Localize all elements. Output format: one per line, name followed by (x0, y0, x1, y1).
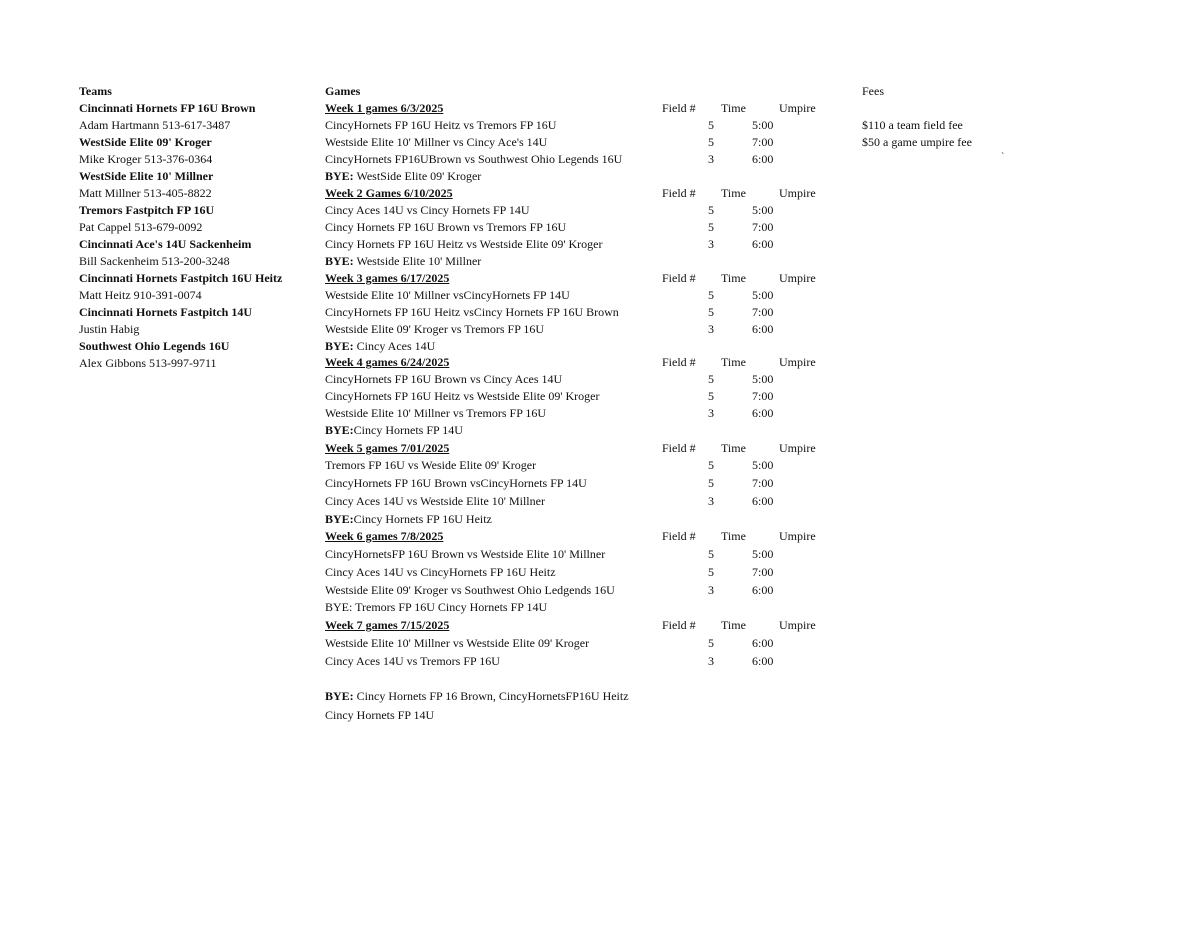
week-title: Week 3 games 6/17/2025 (325, 271, 450, 285)
game-matchup: Westside Elite 10' Millner vs Cincy Ace's 14U (325, 135, 548, 149)
game-time: 7:00 (752, 476, 774, 490)
bye-label: BYE: (325, 423, 354, 437)
game-matchup: Cincy Aces 14U vs Cincy Hornets FP 14U (325, 203, 530, 217)
bye-text: Cincy Hornets FP 16 Brown, CincyHornetsFP16U Heitz (353, 689, 629, 703)
team-contact: Mike Kroger 513-376-0364 (79, 152, 213, 166)
game-matchup: CincyHornets FP16UBrown vs Southwest Ohio Legends 16U (325, 152, 623, 166)
game-time: 6:00 (752, 636, 774, 650)
game-matchup: CincyHornets FP 16U Brown vsCincyHornets FP 14U (325, 476, 587, 490)
team-name: Tremors Fastpitch FP 16U (79, 203, 215, 217)
field-label: Field # (662, 186, 696, 200)
time-label: Time (721, 529, 746, 543)
game-time: 5:00 (752, 458, 774, 472)
game-matchup: Cincy Aces 14U vs CincyHornets FP 16U Heitz (325, 565, 556, 579)
game-matchup: Tremors FP 16U vs Weside Elite 09' Kroger (325, 458, 537, 472)
fees-header: Fees (862, 84, 884, 98)
game-field: 5 (708, 476, 714, 490)
game-field: 5 (708, 565, 714, 579)
game-field: 3 (708, 152, 714, 166)
time-label: Time (721, 101, 746, 115)
week-title: Week 6 games 7/8/2025 (325, 529, 444, 543)
bye-line (325, 512, 492, 526)
field-label: Field # (662, 271, 696, 285)
game-time: 5:00 (752, 203, 774, 217)
game-field: 3 (708, 583, 714, 597)
game-time: 5:00 (752, 372, 774, 386)
time-label: Time (721, 618, 746, 632)
game-time: 6:00 (752, 583, 774, 597)
team-contact: Matt Heitz 910-391-0074 (79, 288, 202, 302)
time-label: Time (721, 186, 746, 200)
team-name: Cincinnati Ace's 14U Sackenheim (79, 237, 252, 251)
fee-item: $110 a team field fee (862, 118, 963, 132)
team-contact: Pat Cappel 513-679-0092 (79, 220, 203, 234)
team-name: WestSide Elite 09' Kroger (79, 135, 212, 149)
game-matchup: Westside Elite 09' Kroger vs Southwest Ohio Ledgends 16U (325, 583, 615, 597)
field-label: Field # (662, 618, 696, 632)
game-time: 7:00 (752, 389, 774, 403)
game-matchup: Westside Elite 10' Millner vsCincyHornets FP 14U (325, 288, 570, 302)
week-title: Week 4 games 6/24/2025 (325, 355, 450, 369)
bye-line (325, 689, 629, 703)
time-label: Time (721, 441, 746, 455)
game-field: 5 (708, 547, 714, 561)
bye-label: BYE: (325, 339, 354, 353)
game-time: 7:00 (752, 565, 774, 579)
game-time: 6:00 (752, 322, 774, 336)
bye-text: Cincy Aces 14U (353, 339, 436, 353)
bye-line (325, 423, 463, 437)
bye-text: BYE: Tremors FP 16U Cincy Hornets FP 14U (325, 600, 548, 614)
bye-label: BYE: (325, 512, 354, 526)
teams-header: Teams (79, 84, 112, 98)
game-matchup: Cincy Hornets FP 16U Heitz vs Westside Elite 09' Kroger (325, 237, 603, 251)
bye-label: BYE: (325, 689, 354, 703)
game-time: 6:00 (752, 406, 774, 420)
game-time: 5:00 (752, 118, 774, 132)
week-title: Week 2 Games 6/10/2025 (325, 186, 453, 200)
team-name: Cincinnati Hornets Fastpitch 14U (79, 305, 253, 319)
game-matchup: CincyHornets FP 16U Heitz vs Westside Elite 09' Kroger (325, 389, 600, 403)
field-label: Field # (662, 355, 696, 369)
game-time: 7:00 (752, 305, 774, 319)
bye-line (325, 339, 435, 353)
umpire-label: Umpire (779, 618, 816, 632)
game-field: 3 (708, 654, 714, 668)
team-contact: Alex Gibbons 513-997-9711 (79, 356, 217, 370)
game-field: 5 (708, 389, 714, 403)
team-name: Cincinnati Hornets FP 16U Brown (79, 101, 256, 115)
bye-line (325, 600, 547, 614)
game-matchup: Cincy Aces 14U vs Westside Elite 10' Millner (325, 494, 545, 508)
umpire-label: Umpire (779, 271, 816, 285)
bye-line (325, 254, 481, 268)
game-matchup: CincyHornets FP 16U Brown vs Cincy Aces 14U (325, 372, 563, 386)
field-label: Field # (662, 529, 696, 543)
umpire-label: Umpire (779, 529, 816, 543)
game-field: 5 (708, 372, 714, 386)
game-field: 3 (708, 322, 714, 336)
field-label: Field # (662, 101, 696, 115)
umpire-label: Umpire (779, 355, 816, 369)
game-time: 5:00 (752, 288, 774, 302)
team-name: WestSide Elite 10' Millner (79, 169, 214, 183)
game-field: 3 (708, 494, 714, 508)
game-matchup: Westside Elite 10' Millner vs Westside Elite 09' Kroger (325, 636, 590, 650)
team-contact: Matt Millner 513-405-8822 (79, 186, 212, 200)
game-field: 3 (708, 237, 714, 251)
game-field: 5 (708, 636, 714, 650)
game-time: 7:00 (752, 135, 774, 149)
game-time: 6:00 (752, 152, 774, 166)
bye-text: Westside Elite 10' Millner (353, 254, 482, 268)
week-title: Week 1 games 6/3/2025 (325, 101, 444, 115)
time-label: Time (721, 355, 746, 369)
game-matchup: Cincy Aces 14U vs Tremors FP 16U (325, 654, 500, 668)
game-matchup: Westside Elite 10' Millner vs Tremors FP 16U (325, 406, 547, 420)
game-matchup: CincyHornetsFP 16U Brown vs Westside Elite 10' Millner (325, 547, 606, 561)
week-title: Week 5 games 7/01/2025 (325, 441, 450, 455)
game-time: 5:00 (752, 547, 774, 561)
team-name: Cincinnati Hornets Fastpitch 16U Heitz (79, 271, 283, 285)
game-matchup: CincyHornets FP 16U Heitz vs Tremors FP 16U (325, 118, 557, 132)
time-label: Time (721, 271, 746, 285)
team-contact: Justin Habig (79, 322, 140, 336)
game-matchup: Cincy Hornets FP 16U Brown vs Tremors FP 16U (325, 220, 567, 234)
games-header: Games (325, 84, 361, 98)
umpire-label: Umpire (779, 186, 816, 200)
umpire-label: Umpire (779, 441, 816, 455)
game-matchup: Westside Elite 09' Kroger vs Tremors FP 16U (325, 322, 545, 336)
week-title: Week 7 games 7/15/2025 (325, 618, 450, 632)
umpire-label: Umpire (779, 101, 816, 115)
team-name: Southwest Ohio Legends 16U (79, 339, 230, 353)
fee-item: $50 a game umpire fee (862, 135, 972, 149)
bye-text: Cincy Hornets FP 16U Heitz (353, 512, 492, 526)
game-field: 3 (708, 406, 714, 420)
bye-text: WestSide Elite 09' Kroger (353, 169, 482, 183)
bye-label: BYE: (325, 169, 354, 183)
game-field: 5 (708, 118, 714, 132)
stray-mark: ` (1001, 152, 1005, 163)
bye-line-continued: Cincy Hornets FP 14U (325, 708, 435, 722)
bye-line (325, 169, 481, 183)
game-time: 6:00 (752, 654, 774, 668)
game-field: 5 (708, 458, 714, 472)
game-field: 5 (708, 203, 714, 217)
game-time: 6:00 (752, 494, 774, 508)
game-field: 5 (708, 305, 714, 319)
team-contact: Adam Hartmann 513-617-3487 (79, 118, 231, 132)
game-time: 6:00 (752, 237, 774, 251)
game-field: 5 (708, 220, 714, 234)
game-field: 5 (708, 135, 714, 149)
game-matchup: CincyHornets FP 16U Heitz vsCincy Hornets FP 16U Brown (325, 305, 619, 319)
team-contact: Bill Sackenheim 513-200-3248 (79, 254, 230, 268)
bye-label: BYE: (325, 254, 354, 268)
game-time: 7:00 (752, 220, 774, 234)
field-label: Field # (662, 441, 696, 455)
bye-text: Cincy Hornets FP 14U (353, 423, 463, 437)
game-field: 5 (708, 288, 714, 302)
